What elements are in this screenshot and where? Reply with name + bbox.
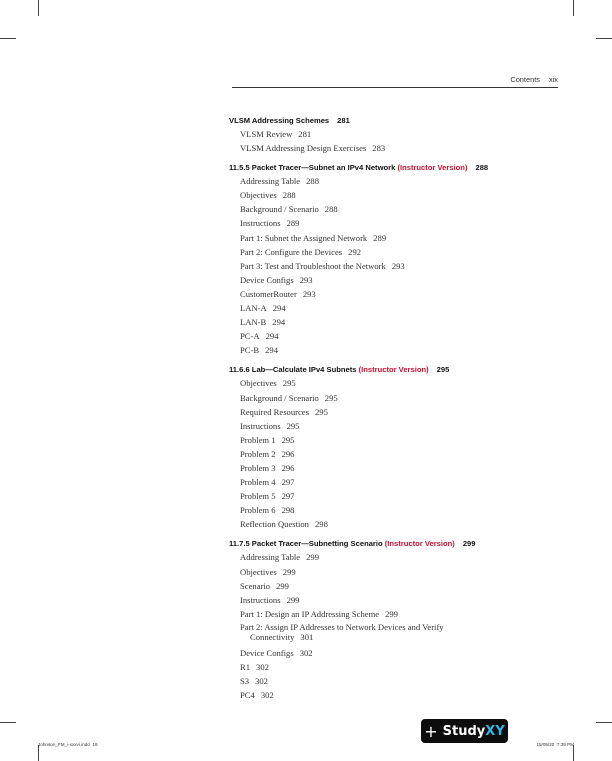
toc-entry: [240, 565, 529, 579]
toc-page-number: 294: [265, 331, 279, 342]
toc-page-number: 299: [306, 552, 319, 563]
toc-title: Scenario: [240, 580, 271, 591]
instructor-version-label: (Instructor Version): [358, 365, 429, 375]
toc-page-number: 302: [299, 647, 313, 658]
toc-entry: [240, 622, 490, 643]
toc-title: Part 1: Subnet the Assigned Network: [240, 232, 368, 243]
toc-title: Device Configs: [240, 647, 294, 658]
toc-page-number: 288: [282, 190, 296, 201]
toc-title: Part 2: Configure the Devices: [240, 246, 343, 257]
toc-entry: [240, 475, 529, 489]
toc-entry: [240, 301, 529, 315]
toc-page-number: 298: [314, 519, 328, 530]
toc-title: 11.7.5 Packet Tracer—Subnetting Scenario: [229, 539, 383, 549]
toc-entry: [240, 315, 529, 329]
toc-entry: [240, 343, 529, 357]
toc-page-number: 297: [281, 477, 295, 488]
toc-title: Instructions: [240, 594, 281, 605]
toc-page-number: 294: [272, 303, 286, 314]
toc-entry: [240, 489, 529, 503]
toc-title: Problem 4: [240, 477, 276, 488]
toc-page-number: 293: [391, 260, 405, 271]
slug-date-value: 15/05/20: [536, 742, 555, 747]
toc-title: VLSM Review: [240, 129, 293, 139]
crop-mark: [0, 38, 16, 39]
header-section: Contents: [510, 75, 540, 84]
toc-page-number: 299: [276, 580, 289, 591]
toc-entry: [240, 419, 529, 433]
toc-title: Required Resources: [240, 406, 309, 417]
toc-entry: [240, 607, 529, 621]
toc-section-heading: [229, 114, 529, 127]
toc-page-number: 288: [475, 163, 489, 173]
slug-page: 19: [92, 742, 98, 747]
toc-page-number: 302: [255, 676, 268, 687]
toc-section-heading: [229, 161, 529, 174]
toc-title: VLSM Addressing Schemes: [229, 116, 330, 125]
toc-entry: [240, 660, 529, 674]
header-page-number: xix: [548, 75, 558, 84]
toc-page-number: 295: [282, 378, 296, 389]
crop-mark: [38, 0, 39, 16]
toc-page-number: 293: [302, 288, 316, 299]
toc-entry: [240, 245, 529, 259]
toc-page-number: 289: [373, 232, 387, 243]
toc-entry: [240, 461, 529, 475]
toc-title: 11.6.6 Lab—Calculate IPv4 Subnets: [229, 365, 357, 375]
toc-page-number: 293: [299, 274, 313, 285]
instructor-version-label: (Instructor Version): [384, 539, 455, 549]
toc-page-number: 281: [337, 116, 350, 125]
crop-mark: [596, 722, 612, 723]
toc-title: Part 2: Assign IP Addresses to Network Devices and Verify Connectivity: [240, 621, 444, 643]
toc-entry: [240, 174, 529, 188]
toc-title: VLSM Addressing Design Exercises: [240, 143, 367, 154]
toc-entry: [240, 503, 529, 517]
logo-text-xy: XY: [485, 723, 505, 739]
toc-page-number: 299: [385, 608, 398, 619]
running-header: [232, 75, 558, 87]
toc-entry: [240, 216, 529, 230]
toc-page-number: 294: [265, 345, 278, 356]
toc-title: Objectives: [240, 190, 277, 201]
toc-page-number: 295: [436, 365, 450, 375]
toc-entry: [240, 287, 529, 301]
toc-entry: [240, 259, 529, 273]
toc-title: Instructions: [240, 218, 281, 229]
toc-page-number: 299: [282, 566, 296, 577]
toc-entry: [240, 376, 529, 390]
crop-mark: [596, 38, 612, 39]
toc-title: PC-B: [240, 345, 260, 356]
toc-title: S3: [240, 676, 250, 687]
toc-page-number: 299: [286, 594, 300, 605]
toc-title: Device Configs: [240, 274, 294, 285]
slug-file: [38, 742, 98, 747]
toc-page-number: 294: [272, 317, 286, 328]
toc-title: Background / Scenario: [240, 204, 319, 215]
toc-page-number: 296: [281, 448, 295, 459]
crop-mark: [38, 745, 39, 761]
toc-title: R1: [240, 662, 251, 672]
crop-mark: [573, 745, 574, 761]
toc-entry: [240, 202, 529, 216]
toc-title: LAN-A: [240, 303, 267, 314]
instructor-version-label: (Instructor Version): [397, 163, 468, 173]
crop-mark: [573, 0, 574, 16]
toc-page-number: 302: [256, 662, 269, 672]
toc-entry: [240, 688, 529, 702]
toc-title: Objectives: [240, 378, 277, 389]
toc-entry: [240, 517, 529, 531]
toc-title: PC-A: [240, 331, 260, 342]
toc-entry: [240, 188, 529, 202]
toc-page-number: 301: [300, 632, 314, 643]
toc-title: Problem 1: [240, 434, 276, 445]
toc-entry: [240, 674, 529, 688]
toc-page-number: 295: [324, 392, 338, 403]
toc-entry: [240, 593, 529, 607]
toc-entry: [240, 141, 529, 155]
header-rule: [232, 87, 558, 88]
toc-page-number: 288: [324, 204, 338, 215]
toc-title: Problem 3: [240, 462, 276, 473]
slug-time-value: 7:39 PM: [556, 742, 574, 747]
toc-page-number: 295: [314, 406, 328, 417]
toc-entry: [240, 405, 529, 419]
toc-title: Background / Scenario: [240, 392, 319, 403]
crop-mark: [0, 722, 16, 723]
toc-title: Problem 6: [240, 505, 276, 516]
slug-date: [536, 742, 574, 747]
toc-page-number: 295: [281, 434, 295, 445]
toc-section-heading: [229, 363, 529, 376]
toc-title: Reflection Question: [240, 519, 309, 530]
toc-title: 11.5.5 Packet Tracer—Subnet an IPv4 Network: [229, 163, 396, 173]
toc-page-number: 288: [306, 176, 319, 187]
toc-page-number: 295: [286, 420, 300, 431]
toc-page-number: 299: [462, 539, 476, 549]
toc-entry: [240, 231, 529, 245]
toc-title: Instructions: [240, 420, 281, 431]
toc-title: Objectives: [240, 566, 277, 577]
toc-title: CustomerRouter: [240, 288, 297, 299]
toc-entry: [240, 447, 529, 461]
toc-title: LAN-B: [240, 317, 267, 328]
logo-text-study: Study: [442, 723, 486, 739]
toc-entry: [240, 646, 529, 660]
table-of-contents: [229, 114, 529, 702]
toc-section-heading: [229, 537, 529, 550]
toc-entry: [240, 579, 529, 593]
toc-entry: [240, 273, 529, 287]
toc-page-number: 283: [372, 143, 386, 154]
toc-page-number: 289: [286, 218, 300, 229]
toc-page-number: 298: [281, 505, 295, 516]
toc-page-number: 292: [348, 246, 362, 257]
toc-title: Part 3: Test and Troubleshoot the Network: [240, 260, 386, 271]
toc-page-number: 281: [298, 129, 312, 139]
toc-entry: [240, 550, 529, 564]
toc-title: PC4: [240, 690, 255, 701]
toc-page-number: 297: [281, 491, 295, 502]
toc-entry: [240, 391, 529, 405]
toc-title: Addressing Table: [240, 552, 301, 563]
toc-title: Problem 2: [240, 448, 276, 459]
toc-entry: [240, 127, 529, 141]
toc-page-number: 302: [260, 690, 274, 701]
toc-entry: [240, 433, 529, 447]
toc-title: Problem 5: [240, 491, 276, 502]
toc-page-number: 296: [281, 462, 295, 473]
toc-title: Addressing Table: [240, 176, 301, 187]
toc-entry: [240, 329, 529, 343]
toc-title: Part 1: Design an IP Addressing Scheme: [240, 608, 380, 619]
plus-icon: +: [424, 721, 438, 741]
studyxy-logo: [421, 719, 508, 743]
slug-filename: Johnson_FM_i-xxxvi.indd: [38, 742, 90, 747]
